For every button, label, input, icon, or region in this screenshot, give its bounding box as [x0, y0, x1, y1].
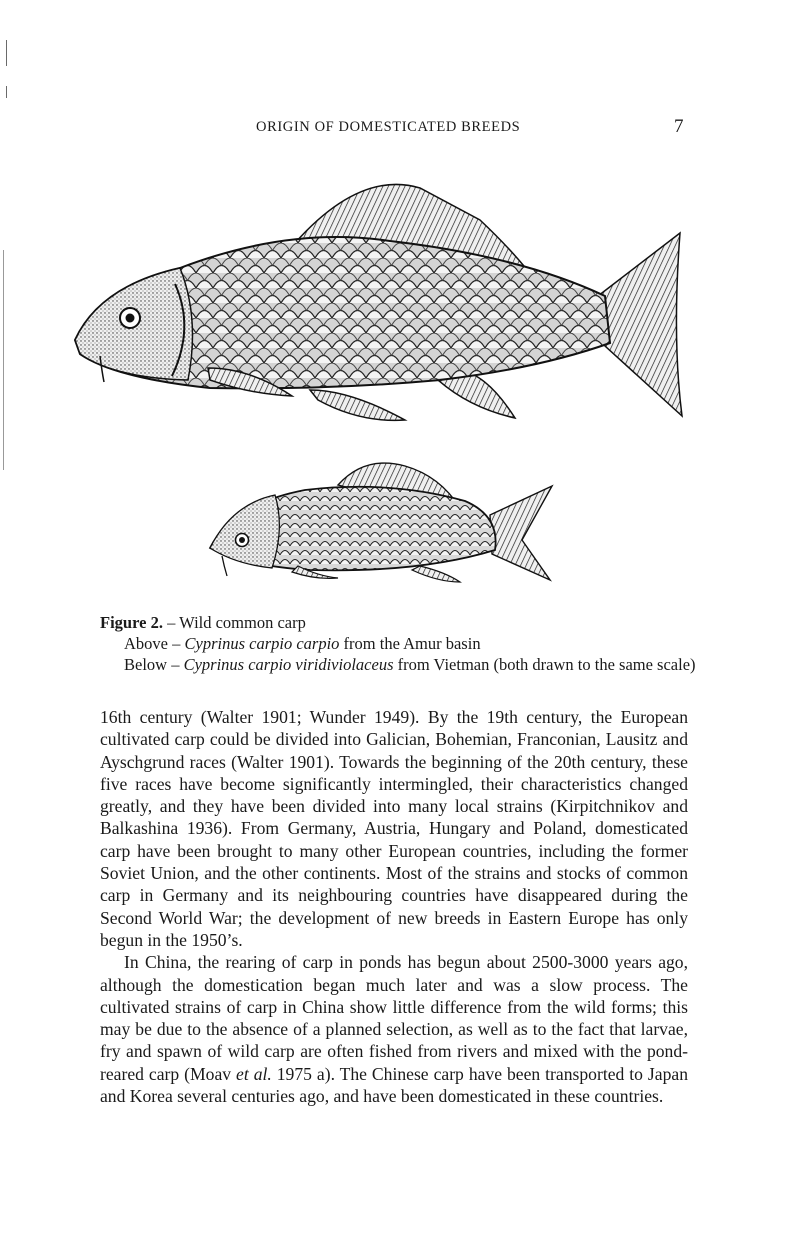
- figure-title: – Wild common carp: [167, 613, 306, 632]
- page-number: 7: [674, 116, 684, 137]
- caption-above-species: Cyprinus carpio carpio: [184, 634, 340, 653]
- caption-below-species: Cyprinus carpio viridiviolaceus: [183, 655, 394, 674]
- caption-above-prefix: Above –: [124, 634, 181, 653]
- carp-illustration: [60, 168, 700, 598]
- caption-above-suffix: from the Amur basin: [343, 634, 481, 653]
- figure-label: Figure 2.: [100, 613, 163, 632]
- caption-title-line: [100, 612, 700, 633]
- lower-carp-drawing: [210, 463, 552, 582]
- caption-below-suffix: from Vietman (both drawn to the same scale): [397, 655, 696, 674]
- body-paragraph-2-part-a: In China, the rearing of carp in ponds has begun about 2500-3000 years ago, although the domestication began much later and was a slow process. The cultivated strains of carp in China show little difference from the wild forms; this may be due to the absence of a planned selection, as well as to the fact that larvae, fry and spawn of wild carp are often fished from rivers and mixed with the pond-reared carp (Moav: [100, 952, 688, 1084]
- running-head: ORIGIN OF DOMESTICATED BREEDS: [256, 119, 521, 135]
- upper-carp-drawing: [75, 184, 682, 420]
- caption-below-line: [100, 654, 700, 675]
- scan-edge-mark: [6, 86, 7, 98]
- scan-edge-mark: [6, 40, 7, 66]
- body-paragraph-1: 16th century (Walter 1901; Wunder 1949). By the 19th century, the European cultivated carp could be divided into Galician, Bohemian, Franconian, Lausitz and Ayschgrund races (Walter 1901). Towards the beginning of the 20th century, these five races have become significantly intermingled, their characteristics changed greatly, and they have been divided into many local strains (Kirpitchnikov and Balkashina 1936). From Germany, Austria, Hungary and Poland, domesticated carp have been brought to many other European countries, including the former Soviet Union, and the other continents. Most of the strains and stocks of common carp in Germany and its neighbouring countries have disappeared during the Second World War; the development of new breeds in Eastern Europe has only begun in the 1950’s.: [100, 707, 688, 950]
- body-text: [100, 706, 688, 1107]
- body-paragraph-2-part-b: 1975 a). The Chinese carp have been transported to Japan and Korea several centuries ago, and have been domesticated in these countries.: [100, 1063, 688, 1107]
- caption-below-prefix: Below –: [124, 655, 180, 674]
- figure-caption: [100, 612, 700, 675]
- scan-edge-mark: [3, 250, 4, 470]
- body-paragraph-2: [100, 951, 688, 1107]
- body-paragraph-2-etal: et al.: [236, 1063, 272, 1084]
- caption-above-line: [100, 633, 700, 654]
